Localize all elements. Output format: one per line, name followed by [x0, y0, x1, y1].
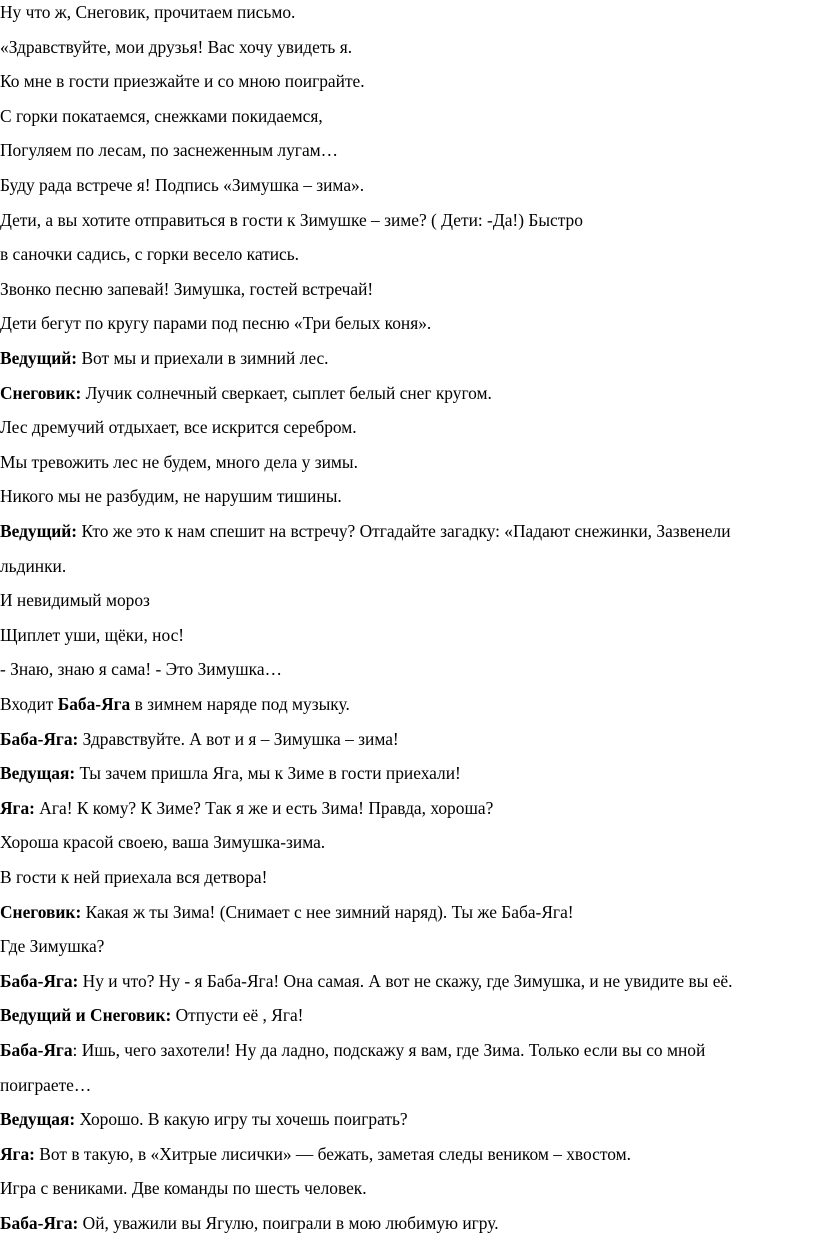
speaker-label: Яга: [0, 797, 35, 818]
text-line [0, 589, 150, 611]
text-line [0, 1212, 499, 1234]
text-line [0, 70, 365, 92]
speaker-label: Ведущая: [0, 1109, 76, 1130]
text-line [0, 624, 184, 646]
line-text: Ты зачем пришла Яга, мы к Зиме в гости приехали! [75, 763, 461, 784]
text-line [0, 243, 299, 265]
line-text: Дети, а вы хотите отправиться в гости к Зимушке – зиме? ( Дети: -Да!) Быстро [0, 209, 583, 230]
text-line [0, 797, 493, 819]
text-line [0, 935, 104, 957]
text-line [0, 485, 342, 507]
text-line [0, 728, 399, 750]
line-text: Здравствуйте. А вот и я – Зимушка – зима! [78, 728, 399, 749]
speaker-label: Ведущий: [0, 521, 78, 541]
line-text: Мы тревожить лес не будем, много дела у зимы. [0, 451, 358, 472]
line-text: Звонко песню запевай! Зимушка, гостей встречай! [0, 278, 374, 299]
text-line [0, 901, 574, 923]
speaker-label: Баба-Яга [57, 694, 131, 714]
line-text: В гости к ней приехала вся детвора! [0, 867, 268, 887]
line-text: Хороша красой своею, ваша Зимушка-зима. [0, 832, 326, 853]
line-text: Кто же это к нам спешит на встречу? Отгадайте загадку: «Падают снежинки, Зазвенели [77, 521, 731, 541]
text-line [0, 1, 295, 23]
line-text: Какая ж ты Зима! (Снимает с нее зимний наряд). Ты же Баба-Яга! [81, 901, 574, 922]
text-line [0, 1143, 631, 1165]
line-text: Лес дремучий отдыхает, все искрится серебром. [0, 417, 357, 438]
speaker-label: Баба-Яга: [0, 728, 79, 749]
speaker-label: Снеговик: [0, 901, 82, 922]
speaker-label: Баба-Яга: [0, 1213, 79, 1233]
text-line [0, 520, 731, 542]
text-line [0, 382, 492, 404]
line-text: в саночки садись, с горки весело катись. [0, 244, 300, 265]
speaker-label: Баба-Яга: [0, 970, 79, 991]
line-text: Вот в такую, в «Хитрые лисички» — бежать, заметая следы веником – хвостом. [34, 1143, 631, 1164]
text-line [0, 658, 282, 680]
line-text: : Ишь, чего захотели! Ну да ладно, подскажу я вам, где Зима. Только если вы со мной [72, 1040, 706, 1060]
text-line [0, 312, 431, 334]
line-text: Ну что ж, Снеговик, прочитаем письмо. [0, 2, 296, 22]
speaker-label: Ведущий и Снеговик: [0, 1005, 172, 1026]
line-text: «Здравствуйте, мои друзья! Вас хочу увидеть я. [0, 36, 353, 57]
text-line [0, 1177, 367, 1199]
text-line [0, 209, 583, 231]
text-line [0, 866, 267, 888]
text-line [0, 970, 733, 992]
line-text: Отпусти её , Яга! [171, 1005, 304, 1026]
text-line [0, 451, 358, 473]
line-text: Никого мы не разбудим, не нарушим тишины. [0, 486, 342, 507]
text-line [0, 105, 323, 127]
line-text: льдинки. [0, 555, 67, 576]
line-text: Ко мне в гости приезжайте и со мною поиграйте. [0, 71, 365, 92]
text-line [0, 831, 325, 853]
text-line [0, 139, 338, 161]
line-text: Ой, уважили вы Ягулю, поиграли в мою любимую игру. [78, 1213, 499, 1233]
line-text: Щиплет уши, щёки, нос! [0, 624, 185, 645]
line-text: Входит [0, 694, 58, 714]
line-text: в зимнем наряде под музыку. [130, 694, 350, 714]
text-line [0, 762, 461, 784]
speaker-label: Яга: [0, 1143, 35, 1164]
speaker-label: Баба-Яга [0, 1040, 73, 1060]
text-line [0, 1108, 408, 1130]
text-line [0, 174, 364, 196]
text-line [0, 416, 357, 438]
line-text: Вот мы и приехали в зимний лес. [77, 348, 329, 368]
line-text: И невидимый мороз [0, 590, 150, 611]
line-text: Погуляем по лесам, по заснеженным лугам… [0, 140, 339, 161]
line-text: Дети бегут по кругу парами под песню «Три белых коня». [0, 313, 432, 334]
line-text: С горки покатаемся, снежками покидаемся, [0, 105, 323, 126]
text-line [0, 36, 352, 58]
line-text: - Знаю, знаю я сама! - Это Зимушка… [0, 659, 282, 680]
speaker-label: Снеговик: [0, 382, 82, 403]
speaker-label: Ведущий: [0, 348, 78, 368]
line-text: Ну и что? Ну - я Баба-Яга! Она самая. А вот не скажу, где Зимушка, и не увидите вы её. [78, 970, 733, 991]
line-text: Хорошо. В какую игру ты хочешь поиграть? [75, 1109, 408, 1130]
text-line [0, 555, 66, 577]
text-line [0, 347, 329, 369]
line-text: поиграете… [0, 1074, 92, 1095]
line-text: Ага! К кому? К Зиме? Так я же и есть Зима! Правда, хороша? [34, 797, 494, 818]
text-line [0, 1074, 91, 1096]
text-line [0, 1039, 705, 1061]
line-text: Где Зимушка? [0, 936, 105, 957]
line-text: Игра с вениками. Две команды по шесть человек. [0, 1178, 367, 1199]
line-text: Буду рада встрече я! Подпись «Зимушка – зима». [0, 175, 365, 195]
text-line [0, 1004, 303, 1026]
line-text: Лучик солнечный сверкает, сыплет белый снег кругом. [81, 382, 492, 403]
text-line [0, 693, 350, 715]
text-line [0, 278, 373, 300]
speaker-label: Ведущая: [0, 763, 76, 784]
